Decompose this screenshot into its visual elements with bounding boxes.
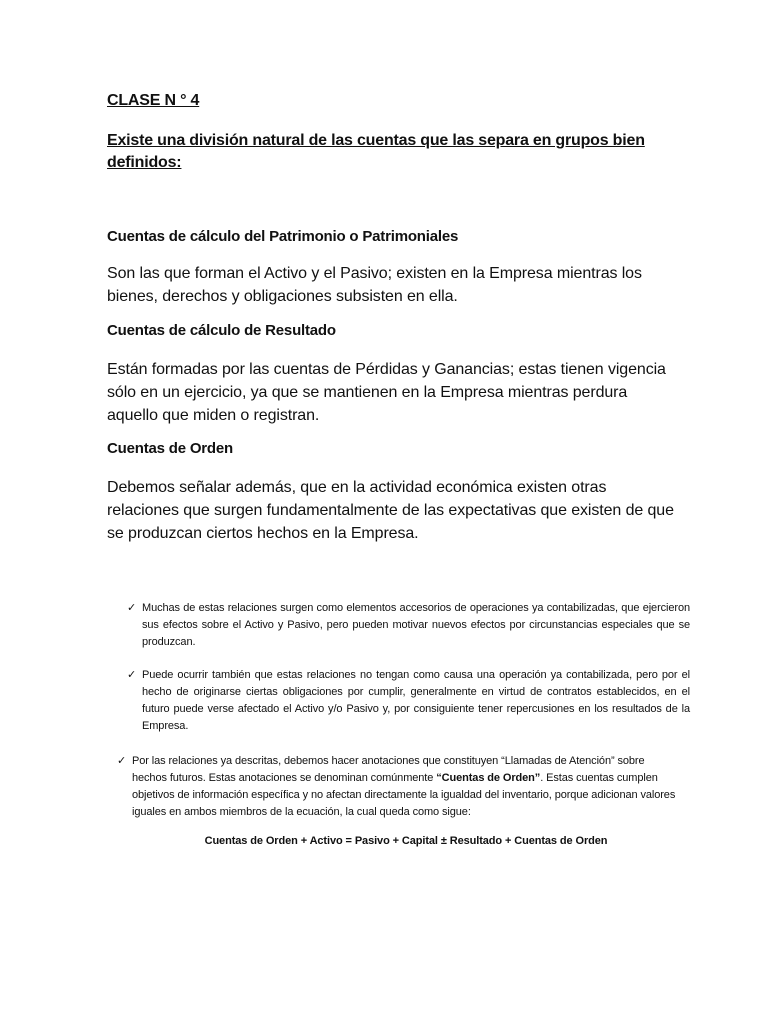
- bullet-item: [117, 753, 677, 821]
- bullet-item: [127, 667, 690, 735]
- checkmark-icon: ✓: [127, 669, 137, 681]
- bullet-text: [117, 753, 677, 821]
- bullet-text-emphasis: “Cuentas de Orden”: [436, 772, 541, 784]
- section-body-patrimoniales: Son las que forman el Activo y el Pasivo; existen en la Empresa mientras los bienes, derechos y obligaciones subsisten en ella.: [107, 265, 642, 305]
- bullet-text-start: Por las relaciones ya descritas, debemos hacer anotaciones que constituyen “Llamadas de Atención” sobre hechos futuros. Estas anotaciones se denominan comúnmente: [132, 755, 645, 784]
- section-heading-orden: Cuentas de Orden: [107, 440, 233, 457]
- bullet-text: Muchas de estas relaciones surgen como elementos accesorios de operaciones ya contabilizadas, que ejercieron sus efectos sobre el Activo y Pasivo, pero pueden motivar nuevos efectos por circunstancias especiales que se produzcan.: [142, 602, 690, 648]
- section-body-resultado: Están formadas por las cuentas de Pérdidas y Ganancias; estas tienen vigencia sólo en un ejercicio, ya que se mantienen en la Empresa mientras perdura aquello que miden o registran.: [107, 361, 666, 424]
- section-heading-resultado: Cuentas de cálculo de Resultado: [107, 322, 336, 339]
- bullet-item: [127, 600, 690, 651]
- bullet-text-end: . Estas cuentas cumplen objetivos de información específica y no afectan directamente la igualdad del inventario, porque adicionan valores iguales en ambos miembros de la ecuación, la cual queda como sigue:: [132, 772, 676, 818]
- page-subtitle: Existe una división natural de las cuentas que las separa en grupos bien definidos:: [107, 132, 645, 171]
- section-body-orden: Debemos señalar además, que en la actividad económica existen otras relaciones que surgen fundamentalmente de las expectativas que existen de que se produzcan ciertos hechos en la Empresa.: [107, 479, 674, 542]
- section-heading-patrimoniales: Cuentas de cálculo del Patrimonio o Patrimoniales: [107, 228, 459, 245]
- checkmark-icon: ✓: [117, 755, 127, 767]
- bullet-text: Puede ocurrir también que estas relaciones no tengan como causa una operación ya contabilizada, pero por el hecho de originarse ciertas obligaciones por cumplir, generalmente en virtud de contratos establecidos, en el futuro puede verse afectado el Activo y/o Pasivo y, por consiguiente tener repercusiones en los resultados de la Empresa.: [142, 669, 690, 732]
- checkmark-icon: ✓: [127, 602, 137, 614]
- equation: Cuentas de Orden + Activo = Pasivo + Capital ± Resultado + Cuentas de Orden: [204, 835, 608, 847]
- page-title: CLASE N ° 4: [107, 92, 200, 109]
